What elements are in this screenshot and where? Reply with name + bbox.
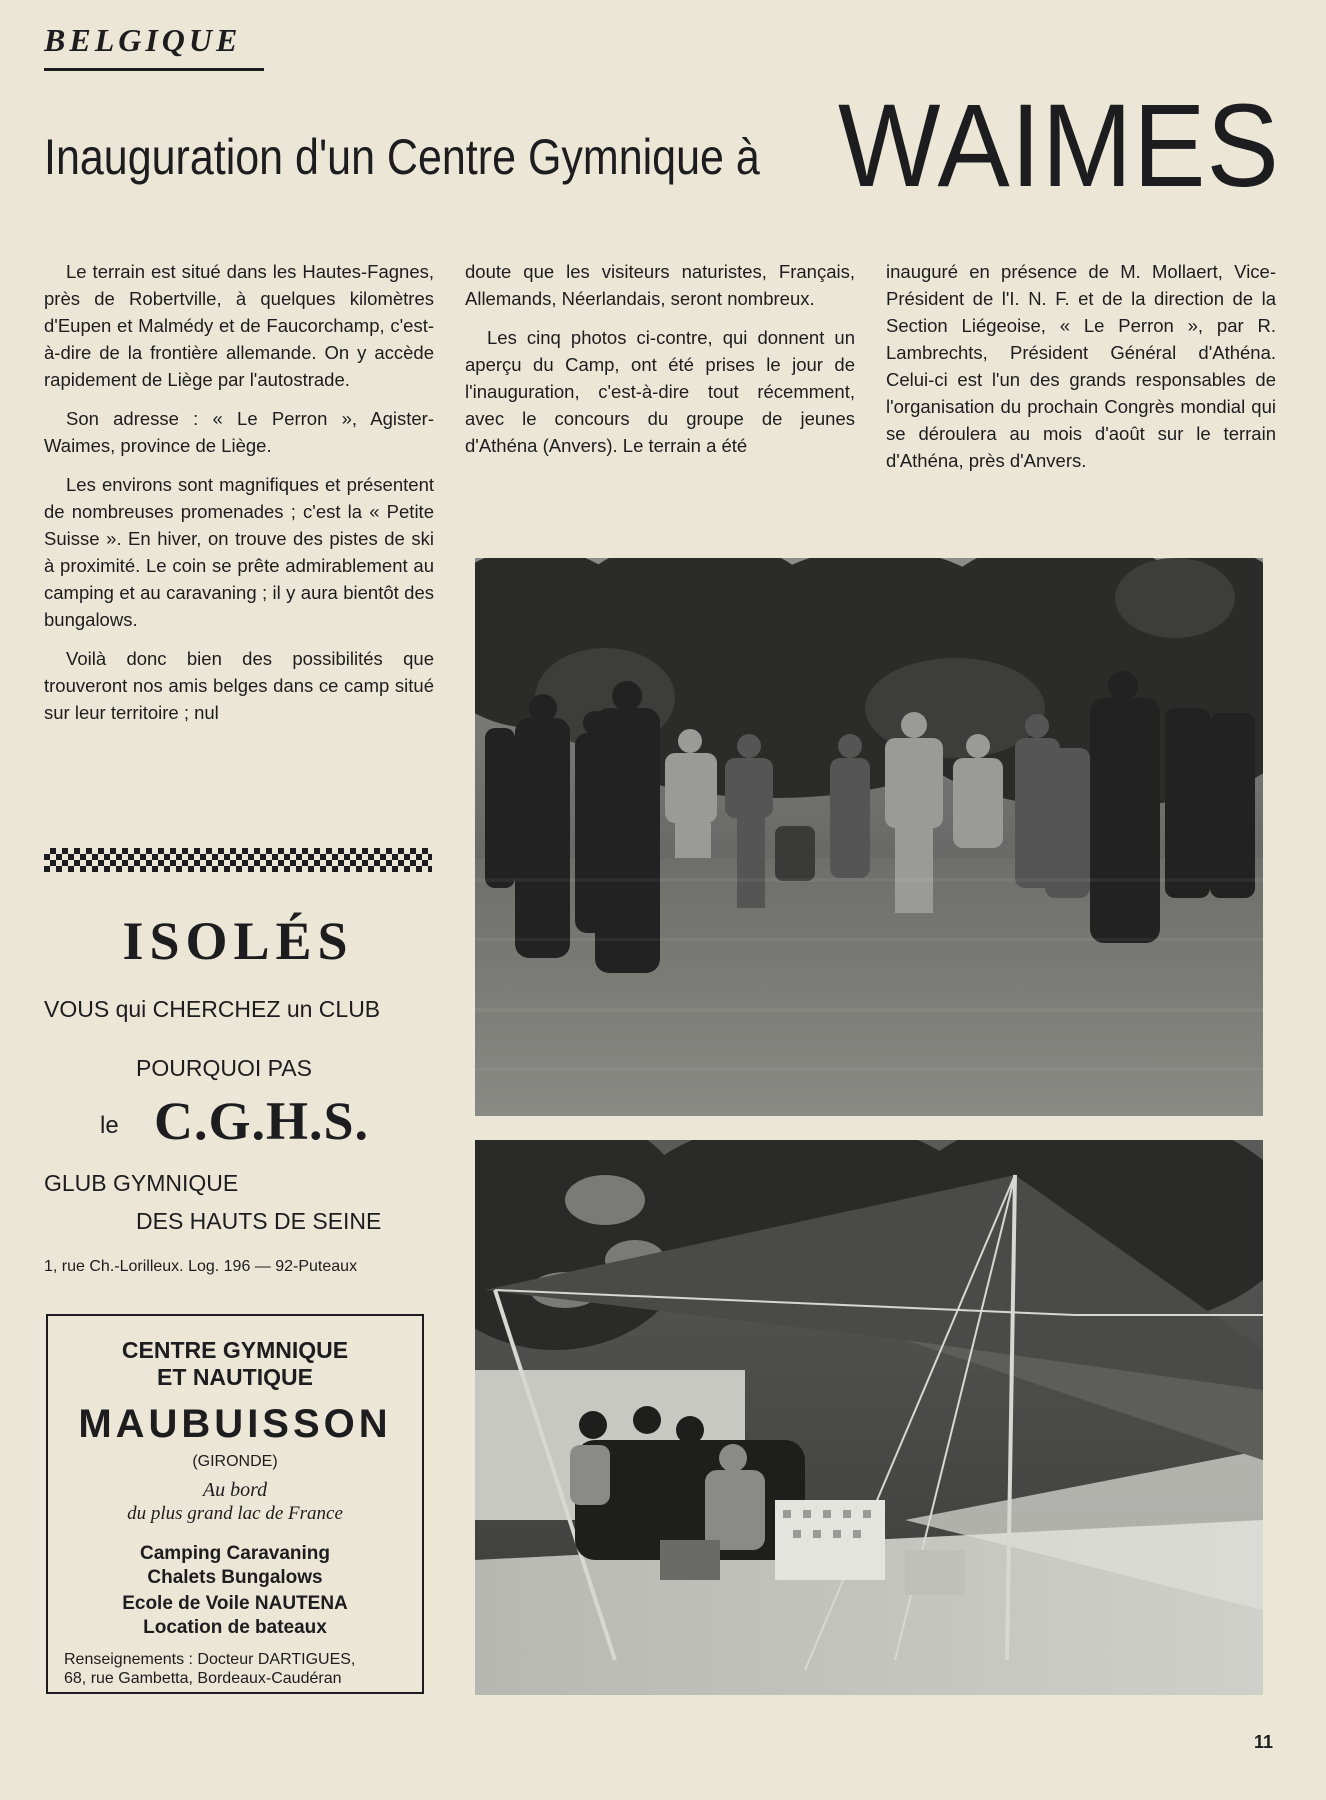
article-column-3: [886, 258, 1276, 486]
ad-tagline: du plus grand lac de France: [127, 1503, 343, 1524]
paragraph: Le terrain est situé dans les Hautes-Fagnes, près de Robertville, à quelques kilomètres d'Eupen et Malmédy et de Faucorchamp, c'est-à-dire de la frontière allemande. On y accède rapidement de Liège par l'autostrade.: [44, 261, 434, 390]
article-column-1: [44, 258, 434, 738]
ad-contact-line: 68, rue Gambetta, Bordeaux-Caudéran: [64, 1670, 342, 1687]
headline-place: WAIMES: [838, 80, 1280, 212]
ad-line: VOUS qui CHERCHEZ un CLUB: [44, 996, 381, 1022]
photo-tent-canopy: [475, 1140, 1263, 1695]
ad-region: (GIRONDE): [192, 1453, 278, 1470]
ad-name: MAUBUISSON: [78, 1402, 392, 1446]
ad-club-acronym: C.G.H.S.: [154, 1091, 370, 1151]
section-rule: [44, 68, 264, 71]
ad-feature: Ecole de Voile NAUTENA: [122, 1593, 348, 1614]
ad-tagline: Au bord: [202, 1479, 268, 1501]
section-label: BELGIQUE: [44, 22, 242, 58]
paragraph: Voilà donc bien des possibilités que trouveront nos amis belges dans ce camp situé sur leur territoire ; nul: [44, 648, 434, 723]
ad-address: 1, rue Ch.-Lorilleux. Log. 196 — 92-Puteaux: [44, 1258, 358, 1275]
checkered-divider: [44, 848, 432, 872]
headline-lead: Inauguration d'un Centre Gymnique à: [44, 129, 760, 185]
photo-crowd-image: [475, 558, 1263, 1116]
article-column-2: [465, 258, 855, 471]
ad-contact-line: Renseignements : Docteur DARTIGUES,: [64, 1651, 356, 1668]
paragraph: Les cinq photos ci-contre, qui donnent un aperçu du Camp, ont été prises le jour de l'inauguration, c'est-à-dire tout récemment, avec le concours du groupe de jeunes d'Athéna (Anvers). Le terrain a été: [465, 327, 855, 456]
ad-feature: Location de bateaux: [143, 1617, 327, 1638]
paragraph: Son adresse : « Le Perron », Agister-Waimes, province de Liège.: [44, 408, 434, 456]
advertisement-maubuisson: [46, 1314, 424, 1694]
paragraph: doute que les visiteurs naturistes, Français, Allemands, Néerlandais, seront nombreux.: [465, 261, 855, 309]
ad-title: ISOLÉS: [122, 911, 354, 971]
ad-line: le: [100, 1112, 119, 1139]
ad-line: POURQUOI PAS: [136, 1055, 312, 1081]
ad-club-name: GLUB GYMNIQUE: [44, 1170, 239, 1196]
ad-line: ET NAUTIQUE: [157, 1364, 313, 1390]
ad-feature: Camping Caravaning: [139, 1543, 331, 1564]
ad-contact: [64, 1650, 406, 1688]
ad-feature: Chalets Bungalows: [147, 1567, 323, 1588]
photo-crowd-on-lawn: [475, 558, 1263, 1116]
photo-tent-image: [475, 1140, 1263, 1695]
ad-club-name: DES HAUTS DE SEINE: [136, 1208, 382, 1234]
paragraph: inauguré en présence de M. Mollaert, Vice-Président de l'I. N. F. et de la direction de la Section Liégeoise, « Le Perron », par R. Lambrechts, Président Général d'Athéna. Celui-ci est l'un des grands responsables de l'organisation du prochain Congrès mondial qui se déroulera au mois d'août sur le terrain d'Athéna, près d'Anvers.: [886, 261, 1276, 471]
paragraph: Les environs sont magnifiques et présentent de nombreuses promenades ; c'est la « Petite Suisse ». En hiver, on trouve des pistes de ski à proximité. Le coin se prête admirablement au camping et au caravaning ; il y aura bientôt des bungalows.: [44, 474, 434, 630]
page-number: 11: [1254, 1732, 1274, 1752]
ad-line: CENTRE GYMNIQUE: [121, 1337, 349, 1363]
